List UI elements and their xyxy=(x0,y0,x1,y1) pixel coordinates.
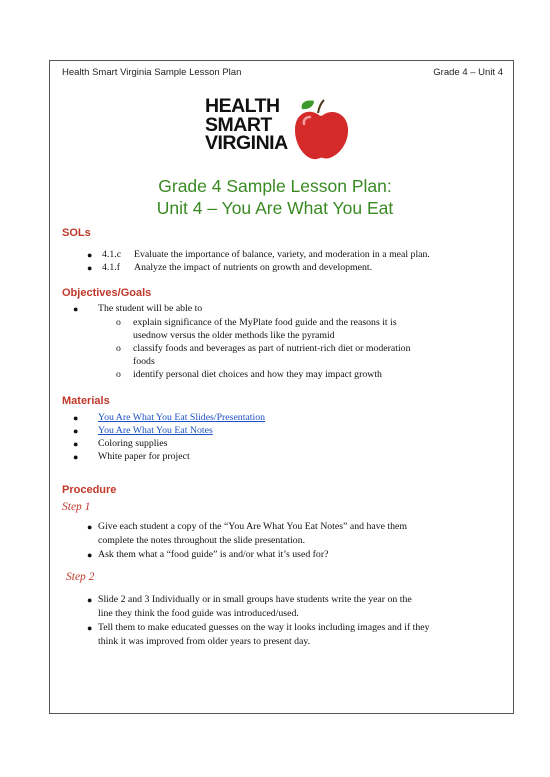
sub-bullet-icon: o xyxy=(116,317,121,328)
material-item: White paper for project xyxy=(98,451,190,462)
step-line: Ask them what a “food guide” is and/or what it’s used for? xyxy=(98,549,329,560)
step-line: line they think the food guide was introduced/used. xyxy=(98,608,299,619)
logo-line-2: SMART xyxy=(205,113,272,136)
sol-text: Evaluate the importance of balance, variety, and moderation in a meal plan. xyxy=(134,249,430,260)
step-line: Give each student a copy of the “You Are What You Eat Notes” and have them xyxy=(98,521,407,532)
sol-text: Analyze the impact of nutrients on growth and development. xyxy=(134,262,373,273)
objective-line: classify foods and beverages as part of nutrient-rich diet or moderation xyxy=(133,343,411,354)
procedure-heading: Procedure xyxy=(62,484,117,496)
materials-heading: Materials xyxy=(62,395,110,407)
logo-line-1: HEALTH xyxy=(205,95,280,117)
title-line-1: Grade 4 Sample Lesson Plan: xyxy=(158,176,392,196)
step-line: Slide 2 and 3 Individually or in small groups have students write the year on the xyxy=(98,594,412,605)
step-line: Tell them to make educated guesses on the way it looks including images and if they xyxy=(98,622,430,633)
header-left: Health Smart Virginia Sample Lesson Plan xyxy=(62,67,242,78)
sub-bullet-icon: o xyxy=(116,369,121,380)
bullet-icon: ● xyxy=(73,413,79,423)
bullet-icon: ● xyxy=(73,426,79,436)
header-right: Grade 4 – Unit 4 xyxy=(433,67,503,78)
bullet-icon: ● xyxy=(87,522,93,532)
notes-link[interactable]: You Are What You Eat Notes xyxy=(98,425,213,436)
bullet-icon: ● xyxy=(87,623,93,633)
bullet-icon: ● xyxy=(73,439,79,449)
sols-heading: SOLs xyxy=(62,227,91,239)
sol-code: 4.1.c xyxy=(102,249,122,260)
bullet-icon: ● xyxy=(87,550,93,560)
material-item: Coloring supplies xyxy=(98,438,168,449)
objectives-intro: The student will be able to xyxy=(98,303,203,314)
bullet-icon: ● xyxy=(87,263,93,273)
apple-icon xyxy=(292,97,352,163)
bullet-icon: ● xyxy=(87,250,93,260)
title-line-2: Unit 4 – You Are What You Eat xyxy=(156,198,394,218)
objective-line: identify personal diet choices and how they may impact growth xyxy=(133,369,382,380)
bullet-icon: ● xyxy=(73,304,79,314)
sol-code: 4.1.f xyxy=(102,262,120,273)
step-line: complete the notes throughout the slide presentation. xyxy=(98,535,306,546)
objectives-heading: Objectives/Goals xyxy=(62,287,152,299)
sub-bullet-icon: o xyxy=(116,343,121,354)
bullet-icon: ● xyxy=(73,452,79,462)
step-2-label: Step 2 xyxy=(66,571,95,583)
objective-line: foods xyxy=(133,356,155,367)
slides-presentation-link[interactable]: You Are What You Eat Slides/Presentation xyxy=(98,412,266,423)
step-1-label: Step 1 xyxy=(62,501,91,513)
step-line: think it was improved from older years to present day. xyxy=(98,636,311,647)
logo-line-3: VIRGINIA xyxy=(205,132,288,154)
objective-line: usednow versus the older methods like the pyramid xyxy=(133,330,335,341)
objective-line: explain significance of the MyPlate food guide and the reasons it is xyxy=(133,317,397,328)
bullet-icon: ● xyxy=(87,595,93,605)
health-smart-virginia-logo xyxy=(205,97,350,167)
